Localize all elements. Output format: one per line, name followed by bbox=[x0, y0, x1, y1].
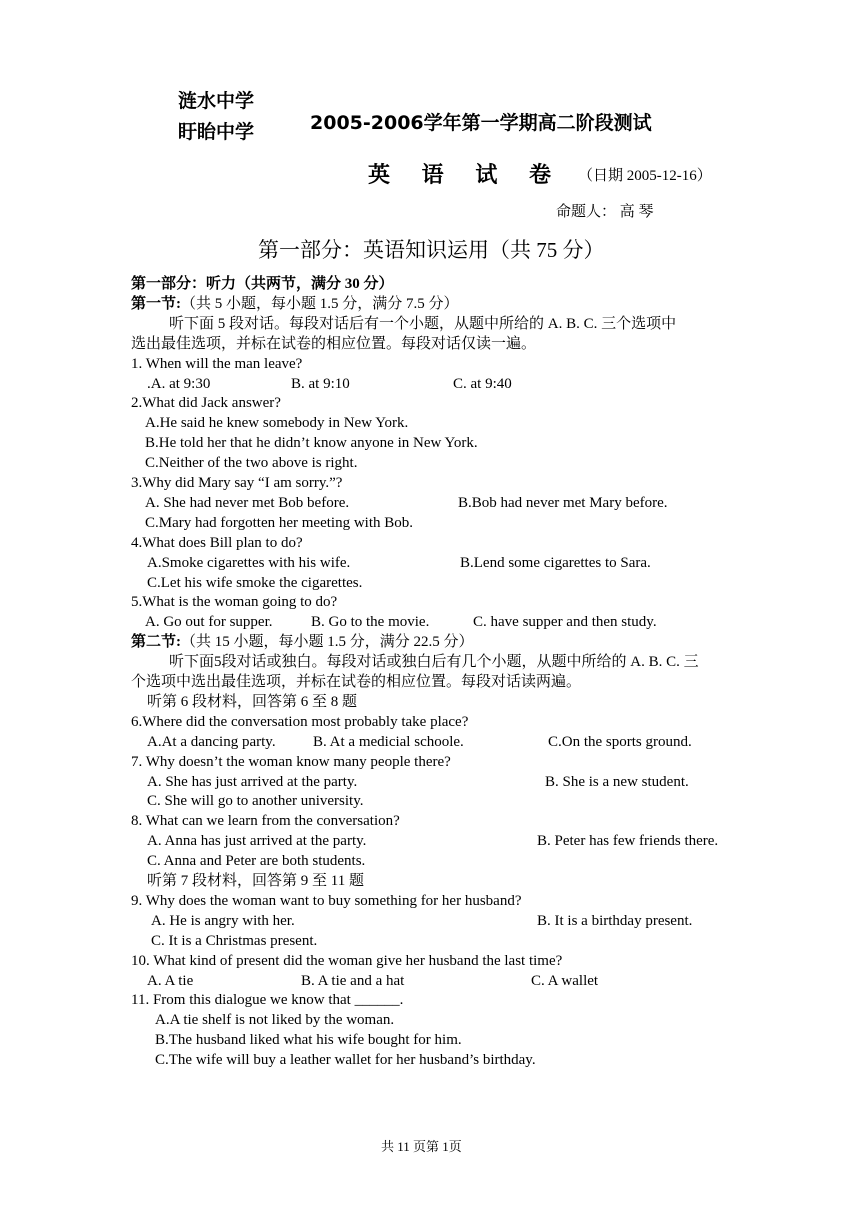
text-line: 个选项中选出最佳选项，并标在试卷的相应位置。每段对话读两遍。 bbox=[131, 674, 582, 690]
section-heading-part: （共 5 小题，每小题 1.5 分，满分 7.5 分） bbox=[181, 295, 459, 312]
text-line: C.The wife will buy a leather wallet for her husband’s birthday. bbox=[155, 1052, 536, 1069]
section-heading-part: （共 15 小题，每小题 1.5 分，满分 22.5 分） bbox=[181, 634, 474, 651]
text-line: 2.What did Jack answer? bbox=[131, 395, 281, 412]
option-text: C. A wallet bbox=[531, 972, 599, 989]
text-line: 听第 7 段材料，回答第 9 至 11 题 bbox=[147, 873, 364, 889]
page-footer: 共 11 页第 1页 bbox=[381, 1139, 462, 1154]
option-text: B. A tie and a hat bbox=[301, 972, 405, 989]
text-line: C.Mary had forgotten her meeting with Bob. bbox=[145, 514, 414, 531]
option-text: B. At a medicial schoole. bbox=[313, 733, 464, 750]
option-text: B. at 9:10 bbox=[291, 375, 350, 392]
option-text: A.Smoke cigarettes with his wife. bbox=[147, 554, 351, 571]
option-text: A. He is angry with her. bbox=[151, 912, 295, 929]
school-name-1: 涟水中学 bbox=[178, 90, 255, 112]
text-line: 选出最佳选项，并标在试卷的相应位置。每段对话仅读一遍。 bbox=[131, 335, 537, 352]
section-heading bbox=[131, 294, 459, 314]
part-title: 第一部分：英语知识运用（共 75 分） bbox=[258, 238, 605, 262]
text-line: 11. From this dialogue we know that ______. bbox=[131, 992, 404, 1009]
option-text: A. She had never met Bob before. bbox=[145, 494, 350, 511]
text-line: C. She will go to another university. bbox=[147, 793, 364, 810]
option-text: B. Go to the movie. bbox=[311, 614, 430, 631]
text-line: 4.What does Bill plan to do? bbox=[131, 534, 303, 551]
option-text: B. Peter has few friends there. bbox=[537, 833, 719, 850]
option-text: A.At a dancing party. bbox=[147, 733, 276, 750]
text-line: C.Let his wife smoke the cigarettes. bbox=[147, 574, 363, 591]
text-line: B.The husband liked what his wife bought for him. bbox=[155, 1032, 462, 1049]
option-text: B. She is a new student. bbox=[545, 773, 689, 790]
text-line: 听下面5段对话或独白。每段对话或独白后有几个小题，从题中所给的 A. B. C. 三 bbox=[169, 654, 699, 671]
text-line: 10. What kind of present did the woman give her husband the last time? bbox=[131, 952, 563, 969]
text-line: C. Anna and Peter are both students. bbox=[147, 853, 366, 870]
text-line: C.Neither of the two above is right. bbox=[145, 455, 358, 472]
text-line: 听第 6 段材料，回答第 6 至 8 题 bbox=[147, 693, 358, 710]
option-text: A. She has just arrived at the party. bbox=[147, 773, 358, 790]
option-text: A. Go out for supper. bbox=[145, 614, 273, 631]
text-line: 8. What can we learn from the conversation? bbox=[131, 813, 400, 830]
text-line: 听下面 5 段对话。每段对话后有一个小题，从题中所给的 A. B. C. 三个选项中 bbox=[169, 315, 677, 332]
option-text: .A. at 9:30 bbox=[147, 375, 211, 392]
text-line: A.A tie shelf is not liked by the woman. bbox=[155, 1012, 395, 1029]
option-text: C.On the sports ground. bbox=[548, 733, 692, 750]
section-heading bbox=[131, 632, 474, 652]
text-line: 3.Why did Mary say “I am sorry.”? bbox=[131, 475, 343, 491]
option-text: C. at 9:40 bbox=[453, 375, 512, 392]
section-heading: 第一部分：听力（共两节，满分 30 分） bbox=[131, 276, 394, 292]
text-line: 9. Why does the woman want to buy something for her husband? bbox=[131, 892, 522, 909]
school-name-2: 盱眙中学 bbox=[178, 121, 255, 143]
text-line: 1. When will the man leave? bbox=[131, 355, 303, 372]
option-text: A. A tie bbox=[147, 972, 194, 989]
text-line: C. It is a Christmas present. bbox=[151, 932, 318, 949]
exam-title: 2005-2006学年第一学期高二阶段测试 bbox=[310, 112, 652, 134]
section-heading-part: 第二节: bbox=[131, 634, 181, 651]
section-heading-part: 第一节: bbox=[131, 295, 181, 312]
text-line: 6.Where did the conversation most probably take place? bbox=[131, 713, 469, 730]
exam-date: （日期 2005-12-16） bbox=[578, 168, 712, 184]
text-line: 7. Why doesn’t the woman know many people there? bbox=[131, 753, 451, 770]
option-text: B. It is a birthday present. bbox=[537, 912, 693, 929]
option-text: B.Bob had never met Mary before. bbox=[458, 494, 668, 511]
option-text: B.Lend some cigarettes to Sara. bbox=[460, 554, 651, 571]
author-line: 命题人： 高 琴 bbox=[556, 204, 654, 220]
subject-title: 英 语 试 卷 bbox=[368, 163, 563, 188]
text-line: A.He said he knew somebody in New York. bbox=[145, 415, 409, 432]
text-line: 5.What is the woman going to do? bbox=[131, 594, 338, 611]
option-text: C. have supper and then study. bbox=[473, 614, 657, 631]
option-text: A. Anna has just arrived at the party. bbox=[147, 833, 367, 850]
text-line: B.He told her that he didn’t know anyone in New York. bbox=[145, 435, 478, 452]
